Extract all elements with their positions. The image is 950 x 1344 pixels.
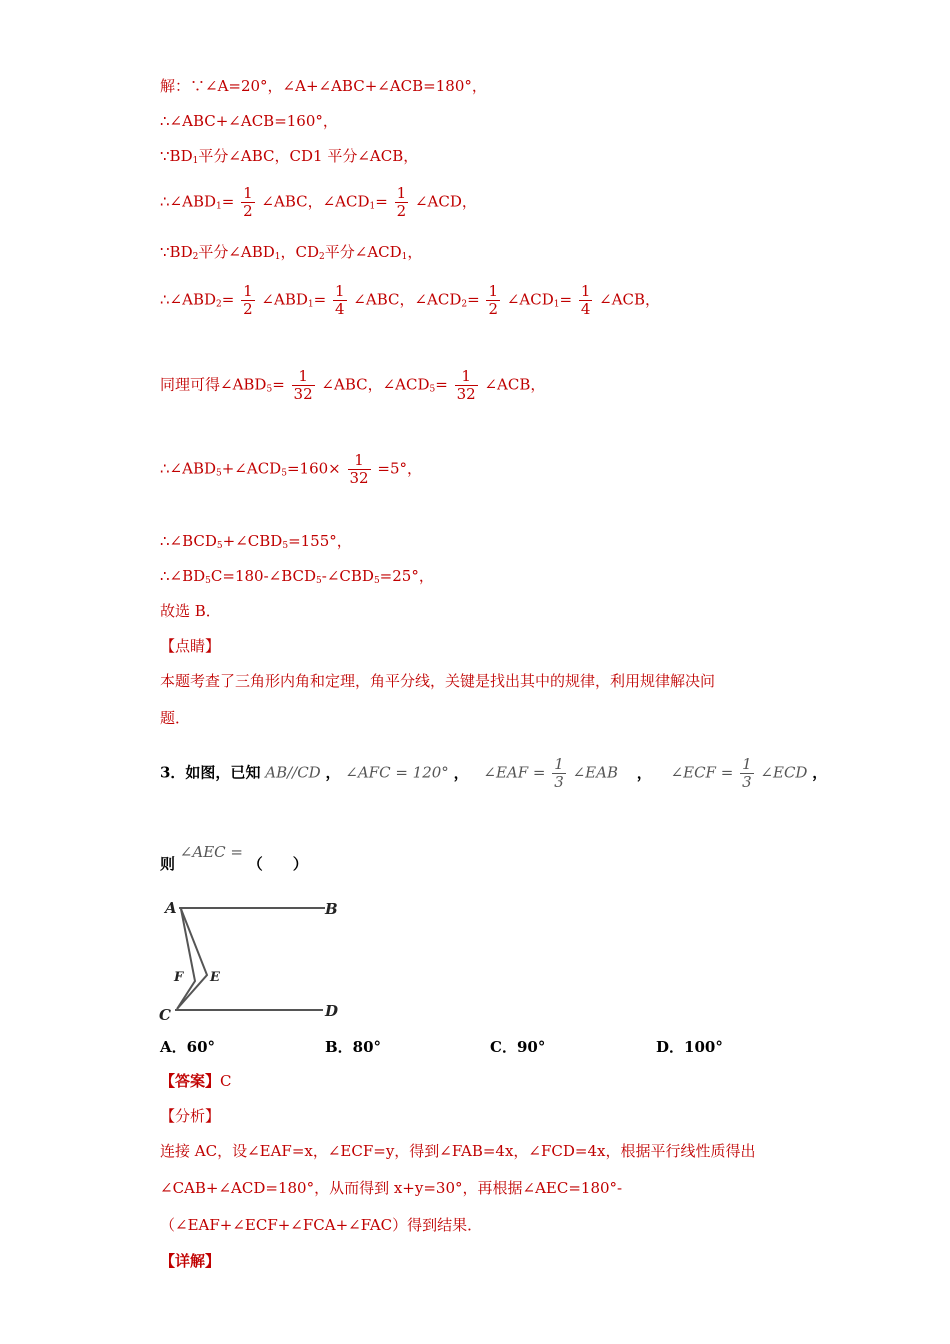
question-3-ask: 则 ∠AEC = （ ） xyxy=(160,843,308,873)
dianjing-heading: 【点睛】 xyxy=(160,637,221,655)
option-b[interactable]: B．80° xyxy=(325,1038,382,1056)
xiangjie-heading: 【详解】 xyxy=(160,1252,221,1270)
solution-line-6: $\therefore\angle ABD_2=$ $\frac{1}{2}$ $\angle ABD_1=$ $\frac{1}{4}$ ∠ABC，$\angle ACD_2=$ $\frac{1}{2}$ $\angle ACD_1=$ $\frac{1}{4}$ ∠ACB， xyxy=(160,282,661,318)
solution-line-3: $\because BD_1$平分∠ABC，CD1 平分∠ACB， xyxy=(160,147,419,166)
solution-line-11: 故选 B． xyxy=(160,602,221,620)
solution-line-10: $\therefore\angle BD_5C=180-\angle BCD_5-\angle CBD_5=25^\circ$， xyxy=(160,567,434,586)
fraction: $\frac{1}{32}$ xyxy=(293,367,313,403)
fenxi-text-3: （∠EAF+∠ECF+∠FCA+∠FAC）得到结果． xyxy=(160,1216,483,1234)
question-3-stem: 3．如图，已知 AB//CD ， ∠AFC = 120° ， ∠EAF = $\frac{1}{3}$ ∠EAB ， ∠ECF = $\frac{1}{3}$ ∠ECD ， xyxy=(160,755,828,791)
label-c: C xyxy=(159,1006,171,1024)
solution-line-9: $\therefore\angle BCD_5+\angle CBD_5=155^\circ$， xyxy=(160,532,352,551)
fraction: $\frac{1}{4}$ xyxy=(580,282,591,318)
solution-line-4: $\therefore\angle ABD_1=$ $\frac{1}{2}$ ∠ABC，$\angle ACD_1=$ $\frac{1}{2}$ ∠ACD， xyxy=(160,184,477,220)
dianjing-text-1: 本题考查了三角形内角和定理，角平分线，关键是找出其中的规律，利用规律解决问 xyxy=(160,672,716,690)
fraction: $\frac{1}{3}$ xyxy=(742,755,752,791)
solution-line-5: $\because BD_2$平分$\angle ABD_1$，$CD_2$平分$\angle ACD_1$， xyxy=(160,243,423,262)
fraction: $\frac{1}{4}$ xyxy=(334,282,345,318)
fraction: $\frac{1}{3}$ xyxy=(554,755,564,791)
geometry-figure xyxy=(155,895,355,1030)
solution-line-1: 解：∵∠A=20°，∠A+∠ABC+∠ACB=180°， xyxy=(160,77,487,95)
line-aec xyxy=(177,909,207,1009)
fenxi-text-1: 连接 AC，设∠EAF=x，∠ECF=y，得到∠FAB=4x，∠FCD=4x，根据平行线性质得出 xyxy=(160,1142,756,1160)
option-d[interactable]: D．100° xyxy=(656,1038,723,1056)
option-a[interactable]: A．60° xyxy=(160,1038,216,1056)
fenxi-text-2: ∠CAB+∠ACD=180°，从而得到 x+y=30°，再根据∠AEC=180°- xyxy=(160,1179,623,1197)
dianjing-text-2: 题． xyxy=(160,709,191,727)
fraction: $\frac{1}{32}$ xyxy=(349,451,369,487)
label-d: D xyxy=(325,1002,339,1020)
fraction: $\frac{1}{2}$ xyxy=(243,282,253,318)
label-a: A xyxy=(165,899,177,917)
label-b: B xyxy=(325,900,338,918)
option-c[interactable]: C．90° xyxy=(490,1038,546,1056)
answer-line: 【答案】C xyxy=(160,1072,232,1090)
fraction: $\frac{1}{32}$ xyxy=(456,367,476,403)
fenxi-heading: 【分析】 xyxy=(160,1107,221,1125)
label-e: E xyxy=(210,970,220,985)
fraction: $\frac{1}{2}$ xyxy=(488,282,499,318)
label-f: F xyxy=(174,970,184,985)
fraction: $\frac{1}{2}$ xyxy=(396,184,407,220)
solution-line-7: 同理可得$\angle ABD_5=$ $\frac{1}{32}$ ∠ABC，$\angle ACD_5=$ $\frac{1}{32}$ ∠ACB， xyxy=(160,367,546,403)
solution-line-8: $\therefore\angle ABD_5+\angle ACD_5=160\times$ $\frac{1}{32}$ =5°， xyxy=(160,451,423,487)
solution-line-2: ∴∠ABC+∠ACB=160°， xyxy=(160,112,338,130)
fraction: $\frac{1}{2}$ xyxy=(243,184,253,220)
